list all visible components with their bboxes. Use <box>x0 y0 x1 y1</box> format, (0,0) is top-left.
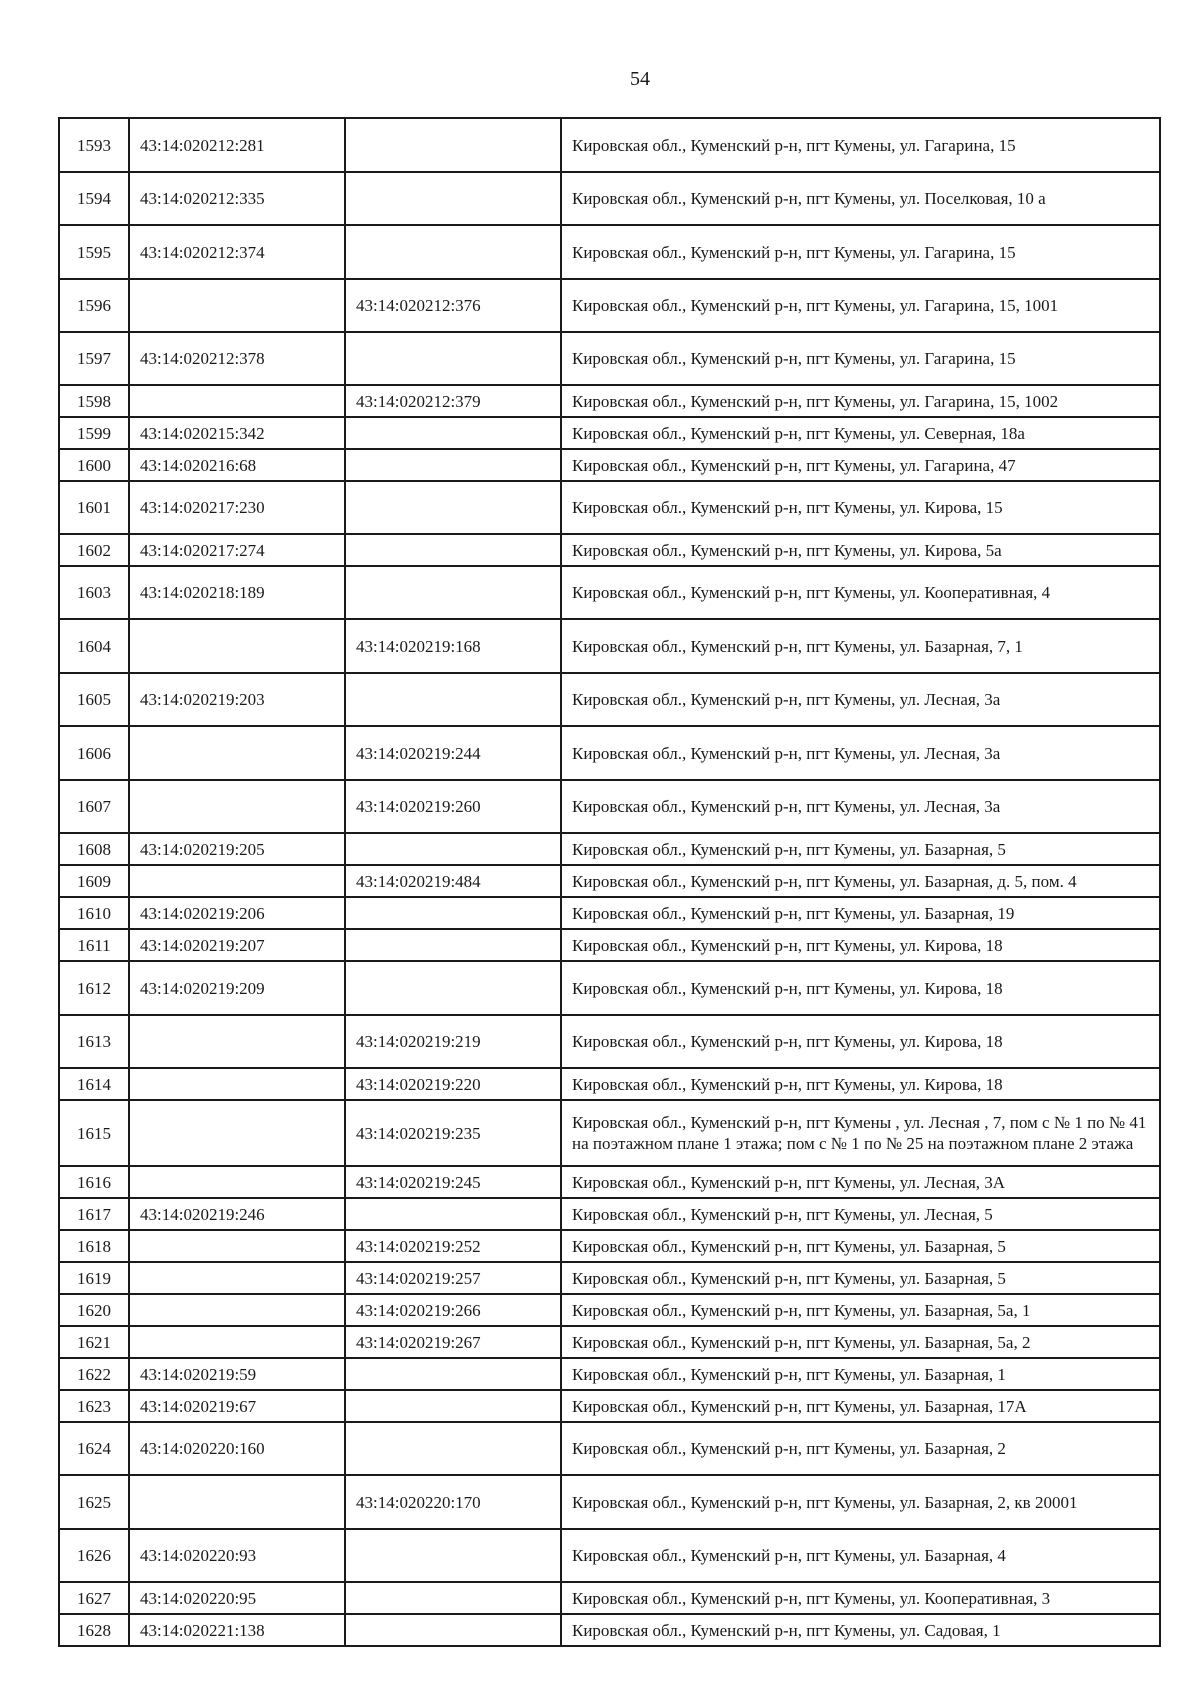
land-cadastral-number-cell: 43:14:020220:93 <box>129 1529 345 1582</box>
address-cell: Кировская обл., Куменский р-н, пгт Кумены , ул. Лесная , 7, пом с № 1 по № 41 на поэтажном плане 1 этажа; пом с № 1 по № 25 на поэтажном плане 2 этажа <box>561 1100 1160 1166</box>
address-cell: Кировская обл., Куменский р-н, пгт Кумены, ул. Гагарина, 15 <box>561 118 1160 172</box>
row-number-cell: 1596 <box>59 279 129 332</box>
row-number-cell: 1604 <box>59 619 129 673</box>
row-number-cell: 1603 <box>59 566 129 619</box>
land-cadastral-number-cell <box>129 1068 345 1100</box>
table-row <box>59 1230 1160 1262</box>
land-cadastral-number-cell <box>129 726 345 780</box>
address-cell: Кировская обл., Куменский р-н, пгт Кумены, ул. Гагарина, 15 <box>561 225 1160 279</box>
registry-table <box>58 117 1161 1647</box>
table-row <box>59 385 1160 417</box>
land-cadastral-number-cell: 43:14:020215:342 <box>129 417 345 449</box>
object-cadastral-number-cell: 43:14:020219:266 <box>345 1294 561 1326</box>
address-cell: Кировская обл., Куменский р-н, пгт Кумены, ул. Кирова, 18 <box>561 1068 1160 1100</box>
row-number-cell: 1594 <box>59 172 129 225</box>
land-cadastral-number-cell: 43:14:020212:281 <box>129 118 345 172</box>
table-row <box>59 1326 1160 1358</box>
land-cadastral-number-cell: 43:14:020212:374 <box>129 225 345 279</box>
object-cadastral-number-cell <box>345 481 561 534</box>
row-number-cell: 1606 <box>59 726 129 780</box>
row-number-cell: 1615 <box>59 1100 129 1166</box>
address-cell: Кировская обл., Куменский р-н, пгт Кумены, ул. Базарная, 5 <box>561 833 1160 865</box>
row-number-cell: 1626 <box>59 1529 129 1582</box>
land-cadastral-number-cell <box>129 865 345 897</box>
address-cell: Кировская обл., Куменский р-н, пгт Кумены, ул. Базарная, 5 <box>561 1230 1160 1262</box>
row-number-cell: 1623 <box>59 1390 129 1422</box>
table-row <box>59 1358 1160 1390</box>
row-number-cell: 1617 <box>59 1198 129 1230</box>
object-cadastral-number-cell <box>345 332 561 385</box>
land-cadastral-number-cell: 43:14:020212:378 <box>129 332 345 385</box>
object-cadastral-number-cell: 43:14:020219:235 <box>345 1100 561 1166</box>
address-cell: Кировская обл., Куменский р-н, пгт Кумены, ул. Кирова, 18 <box>561 1015 1160 1068</box>
row-number-cell: 1622 <box>59 1358 129 1390</box>
table-row <box>59 118 1160 172</box>
land-cadastral-number-cell <box>129 1015 345 1068</box>
land-cadastral-number-cell: 43:14:020220:160 <box>129 1422 345 1475</box>
address-cell: Кировская обл., Куменский р-н, пгт Кумены, ул. Кирова, 15 <box>561 481 1160 534</box>
address-cell: Кировская обл., Куменский р-н, пгт Кумены, ул. Базарная, 5а, 1 <box>561 1294 1160 1326</box>
row-number-cell: 1593 <box>59 118 129 172</box>
address-cell: Кировская обл., Куменский р-н, пгт Кумены, ул. Лесная, 5 <box>561 1198 1160 1230</box>
object-cadastral-number-cell <box>345 1390 561 1422</box>
address-cell: Кировская обл., Куменский р-н, пгт Кумены, ул. Базарная, д. 5, пом. 4 <box>561 865 1160 897</box>
table-row <box>59 619 1160 673</box>
table-row <box>59 417 1160 449</box>
table-row <box>59 833 1160 865</box>
object-cadastral-number-cell: 43:14:020219:260 <box>345 780 561 833</box>
row-number-cell: 1607 <box>59 780 129 833</box>
object-cadastral-number-cell <box>345 118 561 172</box>
table-row <box>59 1475 1160 1529</box>
object-cadastral-number-cell: 43:14:020219:267 <box>345 1326 561 1358</box>
address-cell: Кировская обл., Куменский р-н, пгт Кумены, ул. Базарная, 1 <box>561 1358 1160 1390</box>
object-cadastral-number-cell <box>345 1582 561 1614</box>
table-row <box>59 449 1160 481</box>
address-cell: Кировская обл., Куменский р-н, пгт Кумены, ул. Лесная, 3А <box>561 1166 1160 1198</box>
page-number: 54 <box>630 68 650 90</box>
land-cadastral-number-cell: 43:14:020219:246 <box>129 1198 345 1230</box>
address-cell: Кировская обл., Куменский р-н, пгт Кумены, ул. Кооперативная, 4 <box>561 566 1160 619</box>
table-row <box>59 897 1160 929</box>
table-row <box>59 566 1160 619</box>
table-row <box>59 1422 1160 1475</box>
land-cadastral-number-cell: 43:14:020212:335 <box>129 172 345 225</box>
land-cadastral-number-cell <box>129 619 345 673</box>
object-cadastral-number-cell: 43:14:020220:170 <box>345 1475 561 1529</box>
row-number-cell: 1610 <box>59 897 129 929</box>
object-cadastral-number-cell: 43:14:020219:252 <box>345 1230 561 1262</box>
land-cadastral-number-cell <box>129 1326 345 1358</box>
row-number-cell: 1625 <box>59 1475 129 1529</box>
table-row <box>59 332 1160 385</box>
object-cadastral-number-cell <box>345 566 561 619</box>
object-cadastral-number-cell <box>345 1358 561 1390</box>
table-row <box>59 1166 1160 1198</box>
object-cadastral-number-cell <box>345 673 561 726</box>
row-number-cell: 1601 <box>59 481 129 534</box>
object-cadastral-number-cell <box>345 833 561 865</box>
land-cadastral-number-cell: 43:14:020219:209 <box>129 961 345 1015</box>
table-row <box>59 1529 1160 1582</box>
address-cell: Кировская обл., Куменский р-н, пгт Кумены, ул. Кирова, 18 <box>561 961 1160 1015</box>
object-cadastral-number-cell: 43:14:020219:484 <box>345 865 561 897</box>
row-number-cell: 1619 <box>59 1262 129 1294</box>
address-cell: Кировская обл., Куменский р-н, пгт Кумены, ул. Базарная, 4 <box>561 1529 1160 1582</box>
object-cadastral-number-cell: 43:14:020219:219 <box>345 1015 561 1068</box>
object-cadastral-number-cell <box>345 417 561 449</box>
land-cadastral-number-cell <box>129 1262 345 1294</box>
table-row <box>59 726 1160 780</box>
table-row <box>59 1294 1160 1326</box>
address-cell: Кировская обл., Куменский р-н, пгт Кумены, ул. Кирова, 5а <box>561 534 1160 566</box>
object-cadastral-number-cell: 43:14:020219:257 <box>345 1262 561 1294</box>
land-cadastral-number-cell <box>129 1166 345 1198</box>
address-cell: Кировская обл., Куменский р-н, пгт Кумены, ул. Базарная, 5 <box>561 1262 1160 1294</box>
address-cell: Кировская обл., Куменский р-н, пгт Кумены, ул. Базарная, 5а, 2 <box>561 1326 1160 1358</box>
object-cadastral-number-cell <box>345 929 561 961</box>
row-number-cell: 1620 <box>59 1294 129 1326</box>
object-cadastral-number-cell <box>345 897 561 929</box>
object-cadastral-number-cell: 43:14:020212:379 <box>345 385 561 417</box>
object-cadastral-number-cell <box>345 1422 561 1475</box>
land-cadastral-number-cell: 43:14:020216:68 <box>129 449 345 481</box>
table-row <box>59 961 1160 1015</box>
row-number-cell: 1597 <box>59 332 129 385</box>
object-cadastral-number-cell: 43:14:020219:220 <box>345 1068 561 1100</box>
land-cadastral-number-cell <box>129 1294 345 1326</box>
land-cadastral-number-cell: 43:14:020219:206 <box>129 897 345 929</box>
address-cell: Кировская обл., Куменский р-н, пгт Кумены, ул. Гагарина, 15 <box>561 332 1160 385</box>
address-cell: Кировская обл., Куменский р-н, пгт Кумены, ул. Кирова, 18 <box>561 929 1160 961</box>
land-cadastral-number-cell: 43:14:020221:138 <box>129 1614 345 1646</box>
table-row <box>59 1100 1160 1166</box>
object-cadastral-number-cell: 43:14:020212:376 <box>345 279 561 332</box>
object-cadastral-number-cell <box>345 449 561 481</box>
row-number-cell: 1611 <box>59 929 129 961</box>
address-cell: Кировская обл., Куменский р-н, пгт Кумены, ул. Лесная, 3а <box>561 673 1160 726</box>
row-number-cell: 1614 <box>59 1068 129 1100</box>
table-row <box>59 1015 1160 1068</box>
table-row <box>59 1198 1160 1230</box>
table-row <box>59 481 1160 534</box>
address-cell: Кировская обл., Куменский р-н, пгт Кумены, ул. Гагарина, 15, 1002 <box>561 385 1160 417</box>
land-cadastral-number-cell: 43:14:020220:95 <box>129 1582 345 1614</box>
row-number-cell: 1599 <box>59 417 129 449</box>
row-number-cell: 1609 <box>59 865 129 897</box>
object-cadastral-number-cell <box>345 1198 561 1230</box>
land-cadastral-number-cell: 43:14:020217:274 <box>129 534 345 566</box>
object-cadastral-number-cell: 43:14:020219:168 <box>345 619 561 673</box>
land-cadastral-number-cell <box>129 385 345 417</box>
object-cadastral-number-cell <box>345 1529 561 1582</box>
row-number-cell: 1628 <box>59 1614 129 1646</box>
land-cadastral-number-cell <box>129 1100 345 1166</box>
object-cadastral-number-cell <box>345 225 561 279</box>
table-row <box>59 780 1160 833</box>
table-row <box>59 172 1160 225</box>
row-number-cell: 1612 <box>59 961 129 1015</box>
address-cell: Кировская обл., Куменский р-н, пгт Кумены, ул. Садовая, 1 <box>561 1614 1160 1646</box>
table-row <box>59 1262 1160 1294</box>
address-cell: Кировская обл., Куменский р-н, пгт Кумены, ул. Поселковая, 10 а <box>561 172 1160 225</box>
address-cell: Кировская обл., Куменский р-н, пгт Кумены, ул. Базарная, 17А <box>561 1390 1160 1422</box>
row-number-cell: 1605 <box>59 673 129 726</box>
land-cadastral-number-cell: 43:14:020219:207 <box>129 929 345 961</box>
table-row <box>59 1582 1160 1614</box>
row-number-cell: 1613 <box>59 1015 129 1068</box>
table-row <box>59 279 1160 332</box>
table-row <box>59 865 1160 897</box>
land-cadastral-number-cell: 43:14:020219:67 <box>129 1390 345 1422</box>
object-cadastral-number-cell <box>345 172 561 225</box>
row-number-cell: 1621 <box>59 1326 129 1358</box>
land-cadastral-number-cell: 43:14:020219:59 <box>129 1358 345 1390</box>
table-row <box>59 929 1160 961</box>
land-cadastral-number-cell <box>129 279 345 332</box>
address-cell: Кировская обл., Куменский р-н, пгт Кумены, ул. Гагарина, 47 <box>561 449 1160 481</box>
address-cell: Кировская обл., Куменский р-н, пгт Кумены, ул. Кооперативная, 3 <box>561 1582 1160 1614</box>
registry-table-body <box>59 118 1160 1646</box>
address-cell: Кировская обл., Куменский р-н, пгт Кумены, ул. Северная, 18а <box>561 417 1160 449</box>
object-cadastral-number-cell <box>345 961 561 1015</box>
address-cell: Кировская обл., Куменский р-н, пгт Кумены, ул. Лесная, 3а <box>561 726 1160 780</box>
object-cadastral-number-cell <box>345 1614 561 1646</box>
table-row <box>59 1390 1160 1422</box>
land-cadastral-number-cell: 43:14:020219:205 <box>129 833 345 865</box>
address-cell: Кировская обл., Куменский р-н, пгт Кумены, ул. Гагарина, 15, 1001 <box>561 279 1160 332</box>
land-cadastral-number-cell: 43:14:020217:230 <box>129 481 345 534</box>
row-number-cell: 1627 <box>59 1582 129 1614</box>
object-cadastral-number-cell: 43:14:020219:244 <box>345 726 561 780</box>
address-cell: Кировская обл., Куменский р-н, пгт Кумены, ул. Базарная, 2 <box>561 1422 1160 1475</box>
row-number-cell: 1602 <box>59 534 129 566</box>
row-number-cell: 1616 <box>59 1166 129 1198</box>
table-row <box>59 1068 1160 1100</box>
land-cadastral-number-cell: 43:14:020219:203 <box>129 673 345 726</box>
row-number-cell: 1624 <box>59 1422 129 1475</box>
table-row <box>59 1614 1160 1646</box>
address-cell: Кировская обл., Куменский р-н, пгт Кумены, ул. Лесная, 3а <box>561 780 1160 833</box>
row-number-cell: 1598 <box>59 385 129 417</box>
address-cell: Кировская обл., Куменский р-н, пгт Кумены, ул. Базарная, 7, 1 <box>561 619 1160 673</box>
table-row <box>59 225 1160 279</box>
address-cell: Кировская обл., Куменский р-н, пгт Кумены, ул. Базарная, 2, кв 20001 <box>561 1475 1160 1529</box>
land-cadastral-number-cell <box>129 780 345 833</box>
land-cadastral-number-cell: 43:14:020218:189 <box>129 566 345 619</box>
table-row <box>59 534 1160 566</box>
object-cadastral-number-cell <box>345 534 561 566</box>
row-number-cell: 1595 <box>59 225 129 279</box>
row-number-cell: 1618 <box>59 1230 129 1262</box>
object-cadastral-number-cell: 43:14:020219:245 <box>345 1166 561 1198</box>
land-cadastral-number-cell <box>129 1475 345 1529</box>
table-row <box>59 673 1160 726</box>
address-cell: Кировская обл., Куменский р-н, пгт Кумены, ул. Базарная, 19 <box>561 897 1160 929</box>
row-number-cell: 1600 <box>59 449 129 481</box>
land-cadastral-number-cell <box>129 1230 345 1262</box>
row-number-cell: 1608 <box>59 833 129 865</box>
